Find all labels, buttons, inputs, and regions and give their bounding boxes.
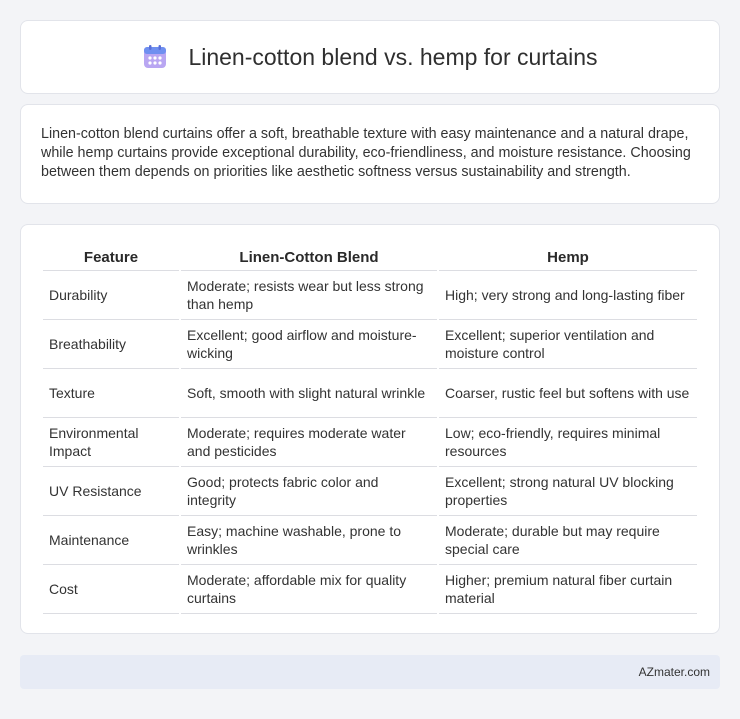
- linen-cotton-cell: Good; protects fabric color and integrity: [181, 467, 437, 516]
- feature-cell: Durability: [43, 271, 179, 320]
- column-header-feature: Feature: [43, 245, 179, 271]
- calendar-icon: [142, 44, 168, 70]
- hemp-cell: Excellent; superior ventilation and moisture control: [439, 320, 697, 369]
- linen-cotton-cell: Easy; machine washable, prone to wrinkles: [181, 516, 437, 565]
- linen-cotton-cell: Soft, smooth with slight natural wrinkle: [181, 369, 437, 418]
- table-header-row: [43, 245, 697, 271]
- footer: [20, 655, 720, 689]
- title-card: [20, 20, 720, 94]
- table-row: [43, 418, 697, 467]
- table-row: [43, 369, 697, 418]
- table-row: [43, 271, 697, 320]
- hemp-cell: Excellent; strong natural UV blocking properties: [439, 467, 697, 516]
- feature-cell: Environmental Impact: [43, 418, 179, 467]
- linen-cotton-cell: Moderate; affordable mix for quality curtains: [181, 565, 437, 614]
- feature-cell: Breathability: [43, 320, 179, 369]
- comparison-table: [41, 245, 699, 614]
- summary-text: Linen-cotton blend curtains offer a soft, breathable texture with easy maintenance and a natural drape, while hemp curtains provide exceptional durability, eco-friendliness, and moisture resistance. Choosing between them depends on priorities like aesthetic softness versus sustainability and strength.: [41, 126, 691, 180]
- linen-cotton-cell: Moderate; resists wear but less strong than hemp: [181, 271, 437, 320]
- table-row: [43, 320, 697, 369]
- feature-cell: UV Resistance: [43, 467, 179, 516]
- table-row: [43, 565, 697, 614]
- comparison-table-card: [20, 224, 720, 634]
- feature-cell: Texture: [43, 369, 179, 418]
- linen-cotton-cell: Moderate; requires moderate water and pesticides: [181, 418, 437, 467]
- hemp-cell: Moderate; durable but may require special care: [439, 516, 697, 565]
- hemp-cell: Coarser, rustic feel but softens with use: [439, 369, 697, 418]
- hemp-cell: Higher; premium natural fiber curtain material: [439, 565, 697, 614]
- column-header-hemp: Hemp: [439, 245, 697, 271]
- hemp-cell: High; very strong and long-lasting fiber: [439, 271, 697, 320]
- footer-brand[interactable]: AZmater.com: [638, 665, 710, 679]
- hemp-cell: Low; eco-friendly, requires minimal resources: [439, 418, 697, 467]
- table-row: [43, 516, 697, 565]
- page-title: Linen-cotton blend vs. hemp for curtains: [188, 43, 598, 70]
- column-header-linen-cotton: Linen-Cotton Blend: [181, 245, 437, 271]
- feature-cell: Maintenance: [43, 516, 179, 565]
- feature-cell: Cost: [43, 565, 179, 614]
- table-row: [43, 467, 697, 516]
- linen-cotton-cell: Excellent; good airflow and moisture-wicking: [181, 320, 437, 369]
- summary-card: [20, 104, 720, 204]
